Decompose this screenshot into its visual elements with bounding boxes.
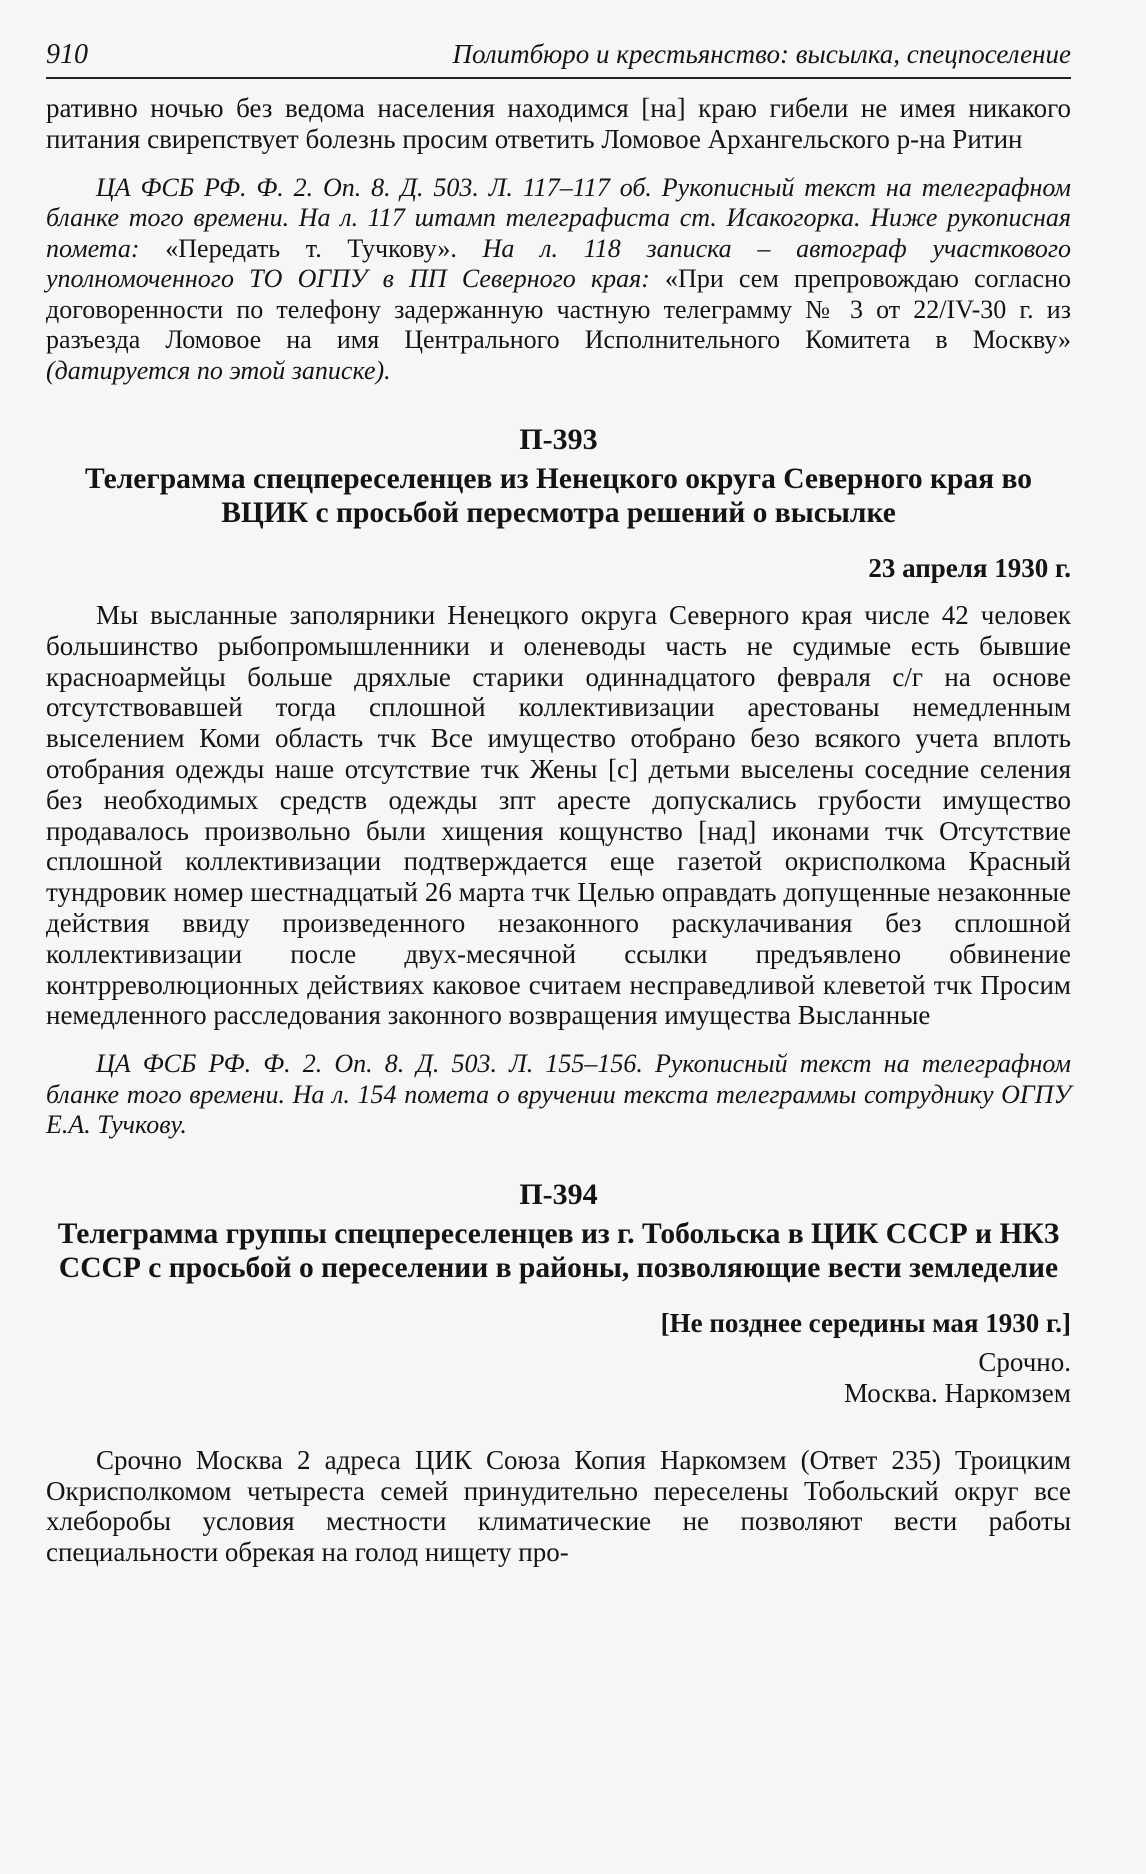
document-page: [46, 38, 1071, 1568]
page-number: 910: [46, 39, 88, 70]
address-mark: Москва. Наркомзем: [843, 1377, 1071, 1408]
doc-394-body-paragraph: Срочно Москва 2 адреса ЦИК Союза Копия Наркомзем (Ответ 235) Троицким Окрисполкомом четыреста семей принудительно переселены Тобольский округ все хлеборобы условия местности климатические не позволяют вести работы специальности обрекая на голод нищету про-: [46, 1444, 1071, 1568]
urgent-mark: Срочно.: [978, 1346, 1071, 1377]
archival-note-393: [46, 1049, 1071, 1141]
doc-394-marks: [46, 1347, 1071, 1409]
running-head: [46, 38, 1071, 79]
archival-note-392-part1: ЦА ФСБ РФ. Ф. 2. Оп. 8. Д. 503. Л. 117–117 об. Рукописный текст на телеграфном бланке того времени. На л. 117 штамп телеграфиста ст. Исакогорка. Ниже рукописная помета:: [46, 172, 1071, 263]
doc-394-body: [46, 1445, 1071, 1568]
doc-394-date: [Не позднее середины мая 1930 г.]: [660, 1307, 1071, 1338]
archival-note-392-part3: (датируется по этой записке).: [46, 355, 391, 385]
archival-note-392-quote2: «При сем препровождаю согласно договоренности по телефону задержанную частную телеграмму № 3 от 22/IV-30 г. из разъезда Ломовое на имя Центрального Исполнительного Комитета в Москву»: [46, 264, 1071, 355]
doc-393-number: П-393: [519, 423, 598, 457]
archival-note-393-text: ЦА ФСБ РФ. Ф. 2. Оп. 8. Д. 503. Л. 155–156. Рукописный текст на телеграфном бланке того времени. На л. 154 помета о вручении текста телеграммы сотруднику ОГПУ Е.А. Тучкову.: [46, 1049, 1071, 1140]
doc-393-body-paragraph: Мы высланные заполярники Ненецкого округа Северного края числе 42 человек большинство рыбопромышленники и оленеводы часть не судимые есть бывшие красноармейцы больше дряхлые старики одиннадцатого февраля с/г на основе отсутствовавшей тогда сплошной коллективизации арестованы немедленным выселением Коми область тчк Все имущество отобрано безо всякого учета вплоть отобрания одежды наше отсутствие тчк Жены [с] детьми выселены соседние селения без необходимых средств одежды зпт аресте допускались грубости имущество продавалось произвольно были хищения кощунство [над] иконами тчк Отсутствие сплошной коллективизации подтверждается еще газетой окрисполкома Красный тундровик номер шестнадцатый 26 марта тчк Целью оправдать допущенные незаконные действия ввиду произведенного незаконного раскулачивания без сплошной коллективизации после двух-месячной ссылки предъявлено обвинение контрреволюционных действиях каковое считаем несправедливой клеветой тчк Просим немедленного расследования законного возвращения имущества Высланные: [46, 600, 1071, 1031]
archival-note-392: [46, 173, 1071, 387]
doc-394-title: Телеграмма группы спецпереселенцев из г. Тобольска в ЦИК СССР и НКЗ СССР с просьбой о переселении в районы, позволяющие вести земледелие: [57, 1217, 1060, 1284]
archival-note-392-quote1: «Передать т. Тучкову».: [165, 233, 457, 263]
doc-394-number: П-394: [519, 1177, 598, 1211]
doc-393-title: Телеграмма спецпереселенцев из Ненецкого округа Северного края во ВЦИК с просьбой пересмотра решений о высылке: [85, 463, 1032, 530]
running-title: Политбюро и крестьянство: высылка, спецпоселение: [452, 39, 1071, 69]
archival-note-392-part2: На л. 118 записка – автограф участкового уполномоченного ТО ОГПУ в ПП Северного края:: [46, 233, 1071, 294]
continued-paragraph: ративно ночью без ведома населения находимся [на] краю гибели не имея никакого питания свирепствует болезнь просим ответить Ломовое Архангельского р-на Ритин: [46, 93, 1071, 154]
previous-telegram-ending: [46, 93, 1071, 155]
doc-393-body: [46, 600, 1071, 1031]
doc-393-date: 23 апреля 1930 г.: [868, 553, 1071, 584]
